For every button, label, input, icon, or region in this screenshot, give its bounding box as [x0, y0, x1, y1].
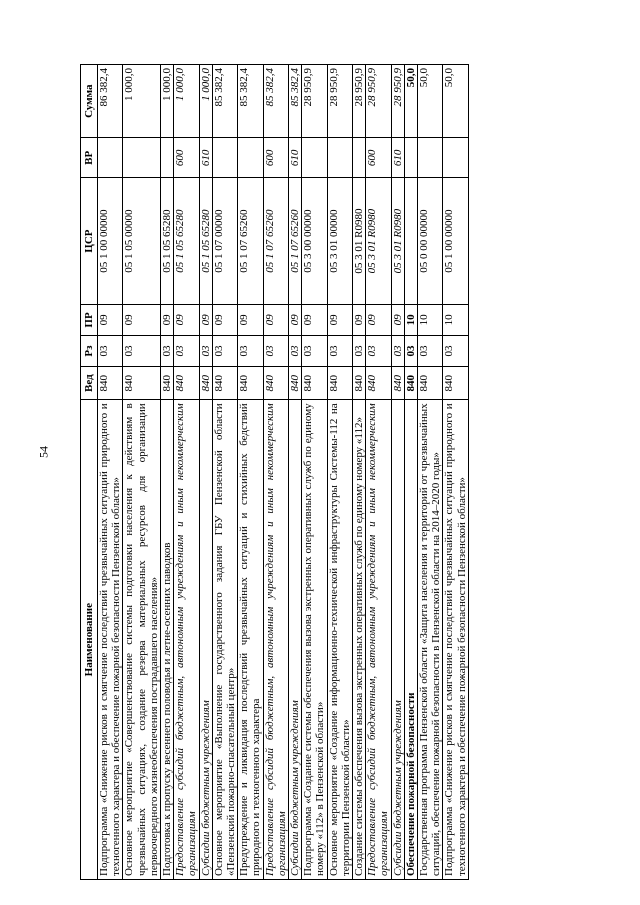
header-sum: Сумма [81, 65, 98, 138]
table-row [98, 65, 123, 880]
cell-name: Обеспечение пожарной безопасности [404, 400, 417, 880]
cell-name: Субсидии бюджетным учреждениям [289, 400, 302, 880]
cell-sum: 1 000,0 [199, 65, 212, 138]
cell-vr [98, 138, 123, 178]
cell-csr: 05 1 05 65280 [161, 178, 174, 305]
cell-name: Субсидии бюджетным учреждениям [391, 400, 404, 880]
cell-pr: 09 [161, 304, 174, 335]
cell-rz: 03 [212, 335, 237, 366]
cell-csr: 05 0 00 00000 [418, 178, 443, 305]
cell-sum: 86 382,4 [98, 65, 123, 138]
cell-csr: 05 1 07 65260 [289, 178, 302, 305]
header-ved: Вед [81, 367, 98, 400]
cell-csr: 05 1 07 00000 [212, 178, 237, 305]
table-row [289, 65, 302, 880]
table-row [212, 65, 237, 880]
cell-rz: 03 [123, 335, 161, 366]
table-row [404, 65, 417, 880]
cell-vr: 610 [391, 138, 404, 178]
table-row [263, 65, 288, 880]
cell-sum: 1 000,0 [161, 65, 174, 138]
cell-pr: 10 [443, 304, 468, 335]
cell-pr: 09 [212, 304, 237, 335]
cell-ved: 840 [263, 367, 288, 400]
cell-name: Подпрограмма «Снижение рисков и смягчение последствий чрезвычайных ситуаций природного и техногенного характера и обеспечение пожарной безопасности Пензенской области» [98, 400, 123, 880]
cell-sum: 85 382,4 [263, 65, 288, 138]
budget-table [80, 64, 469, 880]
cell-rz: 03 [418, 335, 443, 366]
cell-vr: 600 [174, 138, 199, 178]
cell-ved: 840 [353, 367, 366, 400]
table-row [302, 65, 327, 880]
cell-rz: 03 [443, 335, 468, 366]
table-row [174, 65, 199, 880]
cell-csr [404, 178, 417, 305]
cell-ved: 840 [199, 367, 212, 400]
cell-rz: 03 [289, 335, 302, 366]
cell-name: Предупреждение и ликвидация последствий чрезвычайных ситуаций и стихийных бедствий природного и техногенного характера [238, 400, 263, 880]
cell-sum: 85 382,4 [289, 65, 302, 138]
cell-csr: 05 3 01 R0980 [353, 178, 366, 305]
cell-pr: 09 [289, 304, 302, 335]
cell-csr: 05 3 01 00000 [327, 178, 352, 305]
cell-vr: 600 [366, 138, 391, 178]
cell-csr: 05 1 05 65280 [199, 178, 212, 305]
table-row [443, 65, 468, 880]
cell-pr: 09 [391, 304, 404, 335]
cell-pr: 09 [263, 304, 288, 335]
cell-name: Создание системы обеспечения вызова экстренных оперативных служб по единому номеру «112» [353, 400, 366, 880]
cell-sum: 28 950,9 [353, 65, 366, 138]
cell-pr: 09 [302, 304, 327, 335]
cell-csr: 05 3 01 R0980 [366, 178, 391, 305]
cell-rz: 03 [391, 335, 404, 366]
cell-sum: 50,0 [443, 65, 468, 138]
cell-csr: 05 3 00 00000 [302, 178, 327, 305]
table-row [418, 65, 443, 880]
table-row [327, 65, 352, 880]
cell-ved: 840 [302, 367, 327, 400]
cell-ved: 840 [391, 367, 404, 400]
cell-pr: 10 [404, 304, 417, 335]
cell-pr: 09 [199, 304, 212, 335]
cell-vr [212, 138, 237, 178]
cell-csr: 05 1 00 00000 [98, 178, 123, 305]
cell-rz: 03 [327, 335, 352, 366]
table-row [161, 65, 174, 880]
cell-pr: 10 [418, 304, 443, 335]
cell-ved: 840 [174, 367, 199, 400]
cell-ved: 840 [123, 367, 161, 400]
cell-vr [123, 138, 161, 178]
cell-name: Предоставление субсидий бюджетным, автономным учреждениям и иным некоммерческим организациям [174, 400, 199, 880]
cell-sum: 1 000,0 [174, 65, 199, 138]
cell-rz: 03 [174, 335, 199, 366]
cell-rz: 03 [238, 335, 263, 366]
page-number: 54 [36, 446, 51, 458]
header-csr: ЦСР [81, 178, 98, 305]
cell-vr: 610 [199, 138, 212, 178]
cell-csr: 05 1 05 00000 [123, 178, 161, 305]
cell-name: Предоставление субсидий бюджетным, автономным учреждениям и иным некоммерческим организациям [366, 400, 391, 880]
cell-sum: 1 000,0 [123, 65, 161, 138]
cell-rz: 03 [353, 335, 366, 366]
cell-pr: 09 [123, 304, 161, 335]
header-vr: ВР [81, 138, 98, 178]
cell-vr [404, 138, 417, 178]
cell-name: Субсидии бюджетным учреждениям [199, 400, 212, 880]
table-row [366, 65, 391, 880]
cell-sum: 50,0 [418, 65, 443, 138]
cell-pr: 09 [238, 304, 263, 335]
cell-rz: 03 [161, 335, 174, 366]
cell-rz: 03 [366, 335, 391, 366]
cell-csr: 05 1 07 65260 [238, 178, 263, 305]
cell-vr [161, 138, 174, 178]
cell-sum: 28 950,9 [302, 65, 327, 138]
table-row [391, 65, 404, 880]
cell-ved: 840 [366, 367, 391, 400]
header-rz: Рз [81, 335, 98, 366]
cell-vr [443, 138, 468, 178]
cell-rz: 03 [302, 335, 327, 366]
cell-vr: 610 [289, 138, 302, 178]
table-row [123, 65, 161, 880]
cell-name: Предоставление субсидий бюджетным, автономным учреждениям и иным некоммерческим организациям [263, 400, 288, 880]
cell-vr [418, 138, 443, 178]
cell-name: Подпрограмма «Снижение рисков и смягчение последствий чрезвычайных ситуаций природного и техногенного характера и обеспечение пожарной безопасности Пензенской области» [443, 400, 468, 880]
cell-sum: 28 950,9 [366, 65, 391, 138]
table-header-row [81, 65, 98, 880]
cell-rz: 03 [263, 335, 288, 366]
rotated-table-container [80, 64, 636, 880]
cell-sum: 85 382,4 [238, 65, 263, 138]
table-row [238, 65, 263, 880]
cell-vr [353, 138, 366, 178]
cell-csr: 05 1 05 65280 [174, 178, 199, 305]
table-row [199, 65, 212, 880]
cell-csr: 05 3 01 R0980 [391, 178, 404, 305]
cell-rz: 03 [199, 335, 212, 366]
cell-ved: 840 [404, 367, 417, 400]
cell-ved: 840 [418, 367, 443, 400]
cell-vr [238, 138, 263, 178]
cell-name: Основное мероприятие «Создание информационно-технической инфраструктуры Системы-112 на территории Пензенской области» [327, 400, 352, 880]
cell-ved: 840 [327, 367, 352, 400]
cell-pr: 09 [98, 304, 123, 335]
cell-pr: 09 [353, 304, 366, 335]
cell-ved: 840 [443, 367, 468, 400]
cell-ved: 840 [98, 367, 123, 400]
cell-sum: 28 950,9 [391, 65, 404, 138]
cell-csr: 05 1 00 00000 [443, 178, 468, 305]
cell-sum: 85 382,4 [212, 65, 237, 138]
cell-ved: 840 [289, 367, 302, 400]
cell-pr: 09 [174, 304, 199, 335]
cell-name: Государственная программа Пензенской области «Защита населения и территорий от чрезвычайных ситуаций, обеспечение пожарной безопасности в Пензенской области на 2014–2020 годы» [418, 400, 443, 880]
cell-name: Подготовка к пропуску весеннего половодья и летне-осенних паводков [161, 400, 174, 880]
cell-vr [302, 138, 327, 178]
cell-pr: 09 [327, 304, 352, 335]
header-pr: ПР [81, 304, 98, 335]
cell-vr [327, 138, 352, 178]
cell-name: Подпрограмма «Создание системы обеспечения вызова экстренных оперативных служб по единому номеру «112» в Пензенской области» [302, 400, 327, 880]
cell-name: Основное мероприятие «Совершенствование системы подготовки населения к действиям в чрезвычайных ситуациях, создание резерва материальных ресурсов для организации первоочередного жизнеобеспечения пострадавшего населения» [123, 400, 161, 880]
cell-vr: 600 [263, 138, 288, 178]
cell-pr: 09 [366, 304, 391, 335]
cell-ved: 840 [161, 367, 174, 400]
cell-ved: 840 [212, 367, 237, 400]
cell-rz: 03 [404, 335, 417, 366]
cell-name: Основное мероприятие «Выполнение государственного задания ГБУ Пензенской области «Пензенский пожарно-спасательный центр» [212, 400, 237, 880]
cell-ved: 840 [238, 367, 263, 400]
cell-csr: 05 1 07 65260 [263, 178, 288, 305]
cell-rz: 03 [98, 335, 123, 366]
header-name: Наименование [81, 400, 98, 880]
cell-sum: 28 950,9 [327, 65, 352, 138]
cell-sum: 50,0 [404, 65, 417, 138]
table-row [353, 65, 366, 880]
